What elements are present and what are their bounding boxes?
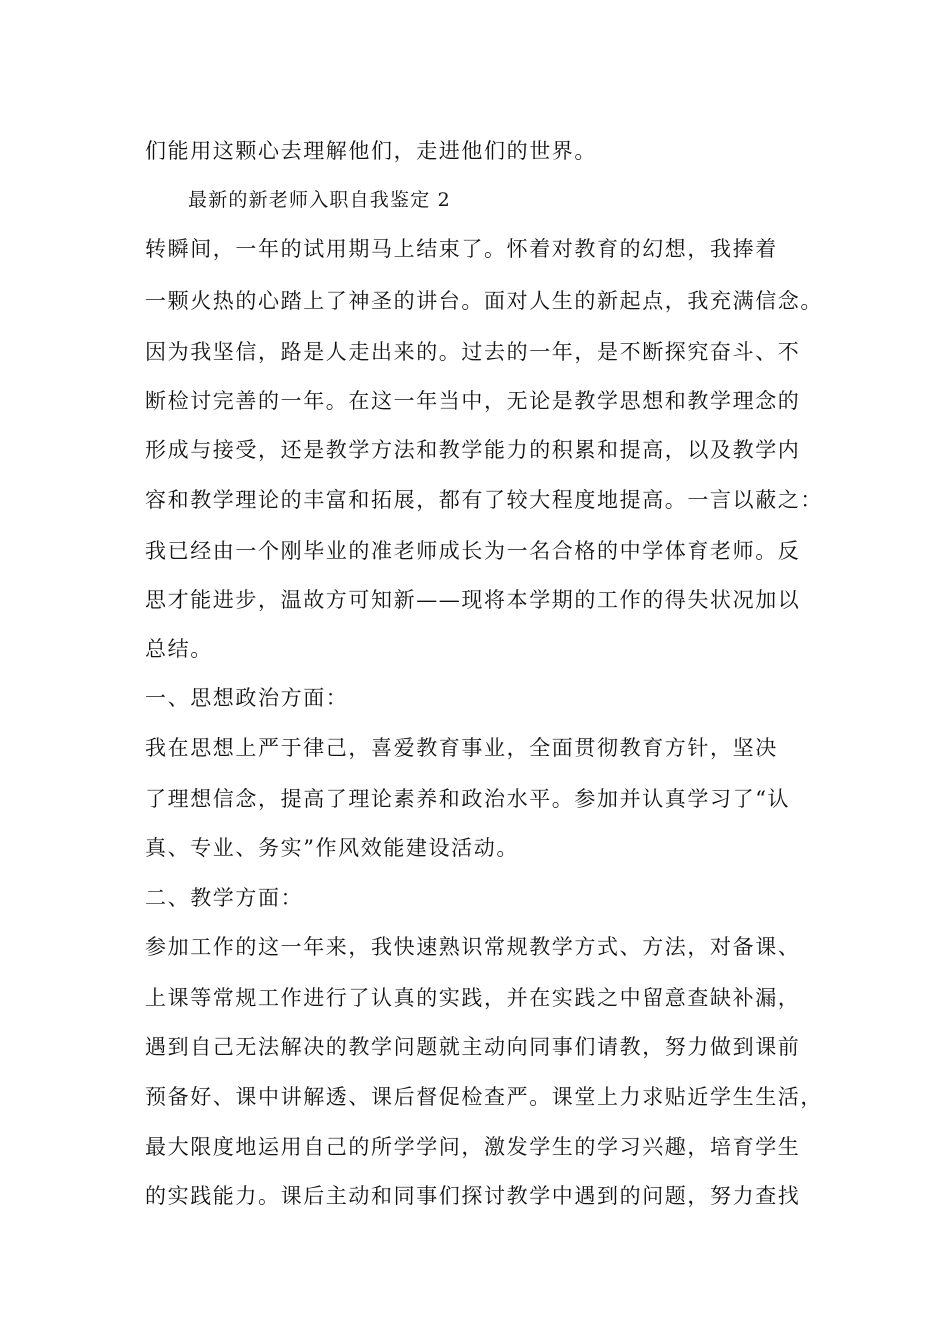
text-line: 断检讨完善的一年。在这一年当中，无论是教学思想和教学理念的: [145, 389, 801, 413]
text-line: 们能用这颗心去理解他们，走进他们的世界。: [145, 139, 597, 163]
text-line: 预备好、课中讲解透、课后督促检查严。课堂上力求贴近学生生活，: [145, 1085, 823, 1109]
section-heading: 一、思想政治方面：: [145, 686, 349, 710]
text-line: 因为我坚信，路是人走出来的。过去的一年，是不断探究奋斗、不: [145, 340, 801, 364]
text-line: 一颗火热的心踏上了神圣的讲台。面对人生的新起点，我充满信念。: [145, 289, 823, 313]
text-line: 总结。: [145, 637, 213, 661]
text-line: 最大限度地运用自己的所学学问，激发学生的学习兴趣，培育学生: [145, 1135, 801, 1159]
text-line: 遇到自己无法解决的教学问题就主动向同事们请教，努力做到课前: [145, 1035, 801, 1059]
text-line: 了理想信念，提高了理论素养和政治水平。参加并认真学习了“认: [145, 787, 791, 811]
text-line: 转瞬间，一年的试用期马上结束了。怀着对教育的幻想，我捧着: [145, 237, 778, 261]
text-line: 形成与接受，还是教学方法和教学能力的积累和提高，以及教学内: [145, 438, 801, 462]
text-line: 上课等常规工作进行了认真的实践，并在实践之中留意查缺补漏，: [145, 986, 801, 1010]
text-line: 思才能进步，温故方可知新——现将本学期的工作的得失状况加以: [145, 588, 801, 612]
text-line: 的实践能力。课后主动和同事们探讨教学中遇到的问题，努力查找: [145, 1184, 801, 1208]
section-heading: 二、教学方面：: [145, 886, 304, 910]
text-line: 真、专业、务实”作风效能建设活动。: [145, 836, 519, 860]
text-line: 参加工作的这一年来，我快速熟识常规教学方式、方法，对备课、: [145, 935, 801, 959]
text-line: 容和教学理论的丰富和拓展，都有了较大程度地提高。一言以蔽之：: [145, 488, 823, 512]
text-line: 我已经由一个刚毕业的准老师成长为一名合格的中学体育老师。反: [145, 539, 801, 563]
section-title: 最新的新老师入职自我鉴定 2: [188, 189, 451, 211]
text-line: 我在思想上严于律己，喜爱教育事业，全面贯彻教育方针，坚决: [145, 736, 778, 760]
